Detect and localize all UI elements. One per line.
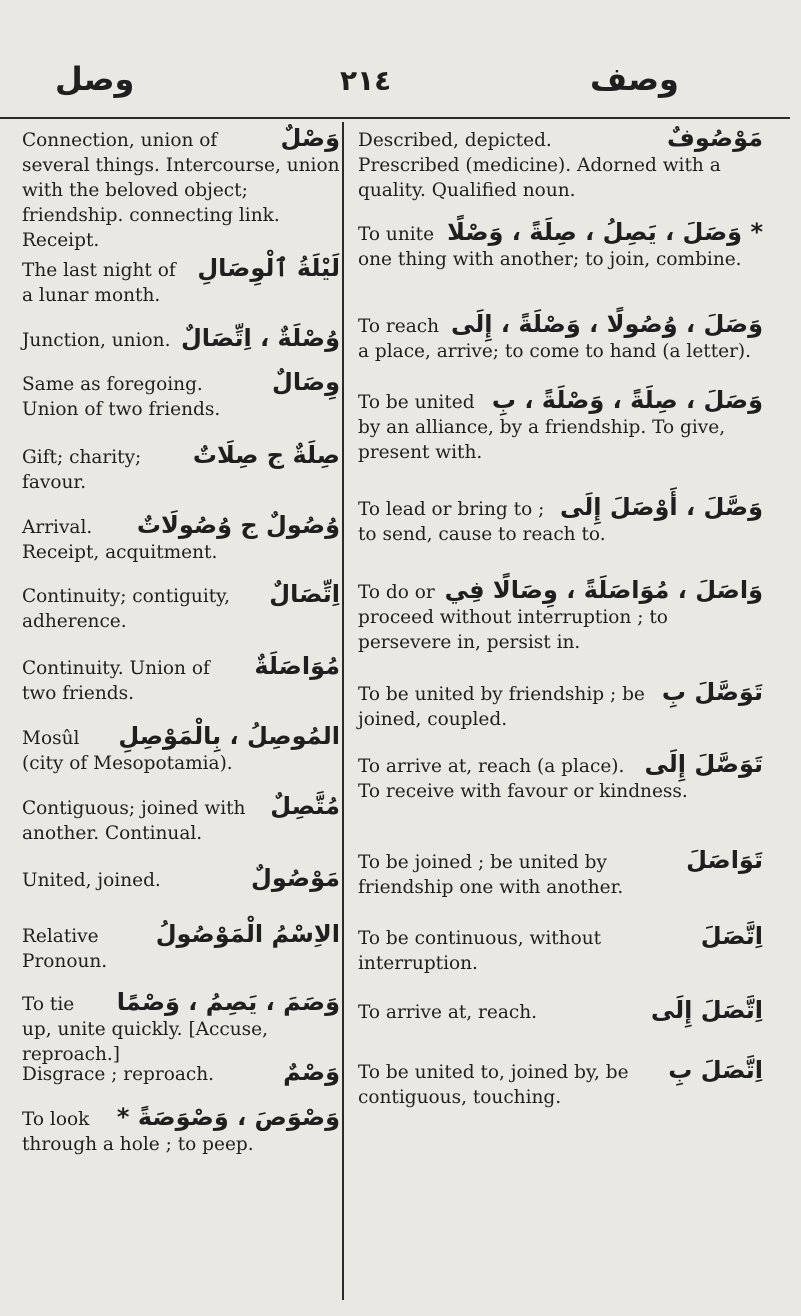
dictionary-entry [22,254,340,308]
entry-definition: To unite one thing with another; to join, combine. [358,224,742,270]
arabic-headword: وَصْوَصَ ، وَصْوَصَةً * [116,1103,340,1131]
arabic-headword: لَيْلَةُ ٱلْوِصَالِ [197,254,340,282]
entry-definition: Mosûl (city of Mesopotamia). [22,728,233,774]
arabic-headword: وَصَمَ ، يَصِمُ ، وَصْمًا [116,988,340,1016]
entry-definition: Continuity. Union of two friends. [22,658,210,704]
dictionary-entry [22,511,340,565]
arabic-headword: وَاصَلَ ، مُوَاصَلَةً ، وِصَالًا فِي [444,576,763,604]
dictionary-entry [22,988,340,1067]
dictionary-entry [22,722,340,776]
dictionary-entry [22,368,340,422]
entry-definition: Continuity; contiguity, adherence. [22,586,231,632]
arabic-headword: الاِسْمُ الْمَوْصُولُ [155,920,340,948]
entry-definition: Connection, union of several things. Intercourse, union with the beloved object; friendship. connecting link. Receipt. [22,130,340,251]
dictionary-entry [22,580,340,634]
arabic-headword: اِتَّصَلَ إِلَى [650,996,763,1024]
column-divider [342,122,344,1300]
dictionary-entry [22,441,340,495]
arabic-headword: تَوَاصَلَ [686,846,763,874]
dictionary-entry [22,1058,340,1087]
arabic-headword: اِتَّصَلَ بِ [668,1056,763,1084]
dictionary-entry [358,218,763,272]
dictionary-entry [22,1103,340,1157]
arabic-headword: تَوَصَّلَ إِلَى [644,750,763,778]
arabic-headword: مَوْصُولٌ [251,864,340,892]
dictionary-entry [358,124,763,203]
arabic-headword: مُوَاصَلَةٌ [254,652,340,680]
arabic-headword: وَصَّلَ ، أَوْصَلَ إِلَى [560,493,763,521]
entry-definition: United, joined. [22,870,161,891]
arabic-headword: وَصَلَ ، صِلَةً ، وَصْلَةً ، بِ [491,386,763,414]
dictionary-entry [358,750,763,804]
arabic-headword: * وَصَلَ ، يَصِلُ ، صِلَةً ، وَصْلًا [447,218,763,246]
arabic-headword: وَصْلٌ [280,124,340,152]
entry-definition: To be joined ; be united by friendship one with another. [358,852,624,898]
dictionary-entry [358,1056,763,1110]
dictionary-entry [22,864,340,893]
dictionary-entry [358,386,763,465]
dictionary-entry [358,996,763,1025]
entry-definition: The last night of a lunar month. [22,260,176,306]
dictionary-entry [358,922,763,976]
arabic-headword: مُتَّصِلٌ [270,792,340,820]
dictionary-entry [358,493,763,547]
arabic-headword: المُوصِلُ ، بِالْمَوْصِلِ [118,722,340,750]
dictionary-entry [22,652,340,706]
entry-definition: Junction, union. [22,330,171,351]
arabic-headword: اِتِّصَالٌ [269,580,340,608]
entry-definition: Same as foregoing. Union of two friends. [22,374,221,420]
entry-definition: Arrival. Receipt, acquitment. [22,517,218,563]
dictionary-entry [358,678,763,732]
dictionary-entry [358,846,763,900]
dictionary-entry [22,124,340,253]
dictionary-entry [22,324,340,353]
page-number: ٢١٤ [340,64,392,97]
entry-definition: To reach a place, arrive; to come to hand (a letter). [358,316,752,362]
dictionary-entry [358,576,763,655]
dictionary-entry [22,920,340,974]
arabic-headword: مَوْصُوفٌ [666,124,763,152]
arabic-headword: وَصَلَ ، وُصُولًا ، وَصْلَةً ، إِلَى [450,310,763,338]
arabic-headword: وُصُولٌ ج وُصُولَاتٌ [136,511,340,539]
dictionary-entry [358,310,763,364]
header-right-catchword: وصف [590,60,679,98]
arabic-headword: وُصْلَةٌ ، اِتِّصَالٌ [180,324,340,352]
entry-definition: To tie up, unite quickly. [Accuse, reproach.] [22,994,268,1065]
header-left-catchword: وصل [55,60,135,98]
entry-definition: Disgrace ; reproach. [22,1064,215,1085]
dictionary-entry [22,792,340,846]
entry-definition: To be united to, joined by, be contiguous, touching. [358,1062,629,1108]
entry-definition: To be continuous, without interruption. [358,928,602,974]
entry-definition: Gift; charity; favour. [22,447,142,493]
arabic-headword: وِصَالٌ [272,368,340,396]
header-rule [0,117,790,119]
entry-definition: Contiguous; joined with another. Continual. [22,798,246,844]
page-header [0,60,801,108]
entry-definition: To do or proceed without interruption ; to persevere in, persist in. [358,582,668,653]
arabic-headword: اِتَّصَلَ [700,922,763,950]
entry-definition: Relative Pronoun. [22,926,108,972]
entry-definition: To arrive at, reach. [358,1002,538,1023]
entry-definition: To look through a hole ; to peep. [22,1109,254,1155]
entry-definition: To lead or bring to ; to send, cause to reach to. [358,499,606,545]
arabic-headword: تَوَصَّلَ بِ [661,678,763,706]
arabic-headword: وَصْمٌ [283,1058,340,1086]
entry-definition: Described, depicted. Prescribed (medicine). Adorned with a quality. Qualified noun. [358,130,721,201]
entry-definition: To be united by friendship ; be joined, coupled. [358,684,645,730]
entry-definition: To arrive at, reach (a place). To receive with favour or kindness. [358,756,688,802]
entry-definition: To be united by an alliance, by a friendship. To give, present with. [358,392,726,463]
arabic-headword: صِلَةٌ ج صِلَاتٌ [192,441,340,469]
